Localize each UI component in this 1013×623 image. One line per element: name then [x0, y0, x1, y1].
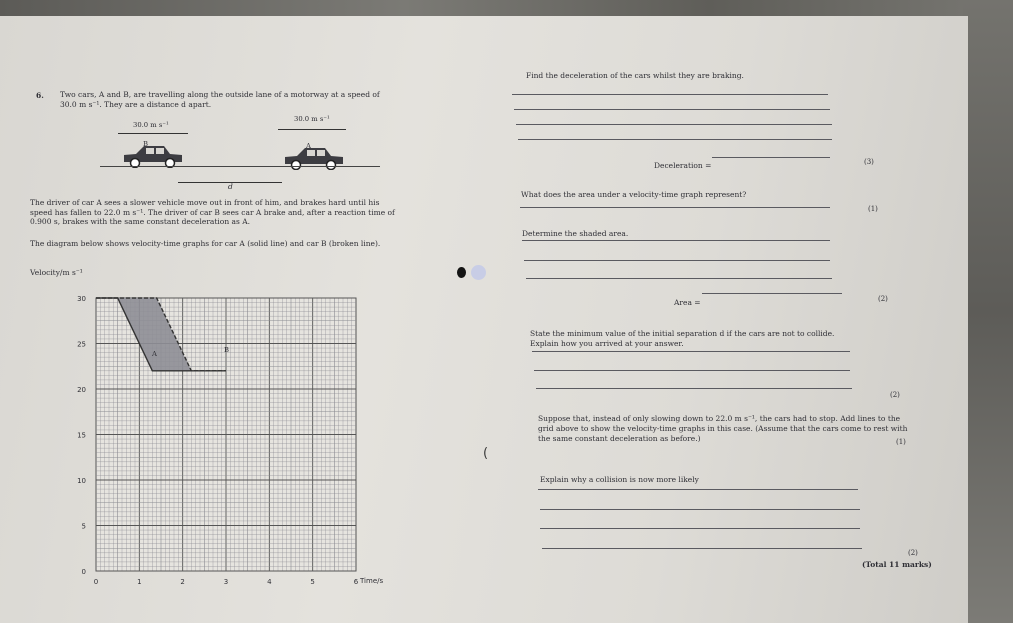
y-tick-label: 10 — [77, 477, 86, 485]
answer-line[interactable] — [516, 124, 832, 125]
line-b-label: B — [224, 346, 229, 354]
q5-line-1: Suppose that, instead of only slowing down to 22.0 m s⁻¹, the cars had to stop. Add lines to the — [538, 414, 901, 423]
answer-line[interactable] — [522, 240, 830, 241]
q4-marks: (2) — [890, 391, 900, 399]
q1-answer-label: Deceleration = — [654, 161, 712, 170]
y-tick-label: 30 — [77, 295, 86, 303]
x-tick-label: 0 — [93, 578, 99, 586]
answer-line[interactable] — [538, 489, 858, 490]
x-tick-label: 2 — [180, 578, 185, 586]
table-edge — [963, 0, 1013, 623]
car-b-label: B — [143, 140, 148, 148]
line-a-label: A — [152, 350, 157, 358]
q2-prompt: What does the area under a velocity-time graph represent? — [521, 190, 747, 199]
x-axis-label: Time/s — [360, 577, 384, 585]
x-tick-label: 1 — [137, 578, 142, 586]
answer-line[interactable] — [526, 278, 832, 279]
answer-line[interactable] — [540, 509, 860, 510]
q5-marks: (1) — [896, 438, 906, 446]
q1-marks: (3) — [864, 158, 874, 166]
pen-mark-black — [457, 267, 466, 278]
x-tick-label: 5 — [310, 578, 315, 586]
y-tick-label: 20 — [77, 386, 86, 394]
y-tick-label: 0 — [81, 568, 86, 576]
y-axis-label: Velocity/m s⁻¹ — [30, 268, 83, 277]
para3: The diagram below shows velocity-time graphs for car A (solid line) and car B (broken line). — [30, 239, 381, 248]
total-marks: (Total 11 marks) — [862, 560, 932, 569]
answer-line[interactable] — [542, 548, 862, 549]
exam-paper — [0, 16, 968, 623]
para2-line-2: speed has fallen to 22.0 m s⁻¹. The driver of car B sees car A brake and, after a reaction time of — [30, 208, 395, 217]
x-tick-label: 4 — [267, 578, 272, 586]
q1-prompt: Find the deceleration of the cars whilst they are braking. — [526, 71, 744, 80]
q5-line-3: the same constant deceleration as before.) — [538, 434, 701, 443]
q3-answer-label: Area = — [674, 298, 701, 307]
speed-label-a: 30.0 m s⁻¹ — [294, 115, 330, 123]
deceleration-answer-line[interactable] — [712, 157, 830, 158]
intro-line-2: 30.0 m s⁻¹. They are a distance d apart. — [60, 100, 212, 109]
q3-marks: (2) — [878, 295, 888, 303]
question-number: 6. — [36, 91, 44, 100]
answer-line[interactable] — [540, 528, 860, 529]
q4-prompt-2: Explain how you arrived at your answer. — [530, 339, 684, 348]
x-tick-label: 3 — [223, 578, 229, 586]
q4-prompt-1: State the minimum value of the initial separation d if the cars are not to collide. — [530, 329, 835, 338]
q6-marks: (2) — [908, 549, 918, 557]
answer-line[interactable] — [512, 94, 828, 95]
pen-mark-blue — [471, 265, 486, 280]
answer-line[interactable] — [524, 260, 830, 261]
graph-grid — [96, 298, 356, 571]
q2-marks: (1) — [868, 205, 878, 213]
intro-line-1: Two cars, A and B, are travelling along the outside lane of a motorway at a speed of — [60, 90, 380, 99]
answer-line[interactable] — [536, 388, 852, 389]
y-tick-label: 5 — [81, 522, 86, 531]
bracket-mark: ( — [483, 446, 489, 461]
q5-line-2: grid above to show the velocity-time graphs in this case. (Assume that the cars come to rest with — [538, 424, 908, 433]
answer-line[interactable] — [520, 207, 830, 208]
q3-prompt: Determine the shaded area. — [522, 229, 629, 238]
area-answer-line[interactable] — [702, 293, 842, 294]
car-a-label: A — [306, 142, 311, 150]
distance-label: d — [228, 182, 233, 191]
answer-line[interactable] — [532, 351, 850, 352]
speed-label-b: 30.0 m s⁻¹ — [133, 121, 169, 129]
y-tick-label: 15 — [77, 431, 86, 440]
answer-line[interactable] — [534, 370, 850, 371]
y-tick-label: 25 — [77, 340, 86, 349]
q6-prompt: Explain why a collision is now more likely — [540, 475, 699, 484]
velocity-time-graph[interactable] — [0, 16, 968, 623]
x-tick-label: 6 — [353, 578, 359, 586]
answer-line[interactable] — [514, 109, 830, 110]
para2-line-1: The driver of car A sees a slower vehicle move out in front of him, and brakes hard until his — [30, 198, 380, 207]
para2-line-3: 0.900 s, brakes with the same constant deceleration as A. — [30, 217, 251, 226]
answer-line[interactable] — [518, 139, 832, 140]
